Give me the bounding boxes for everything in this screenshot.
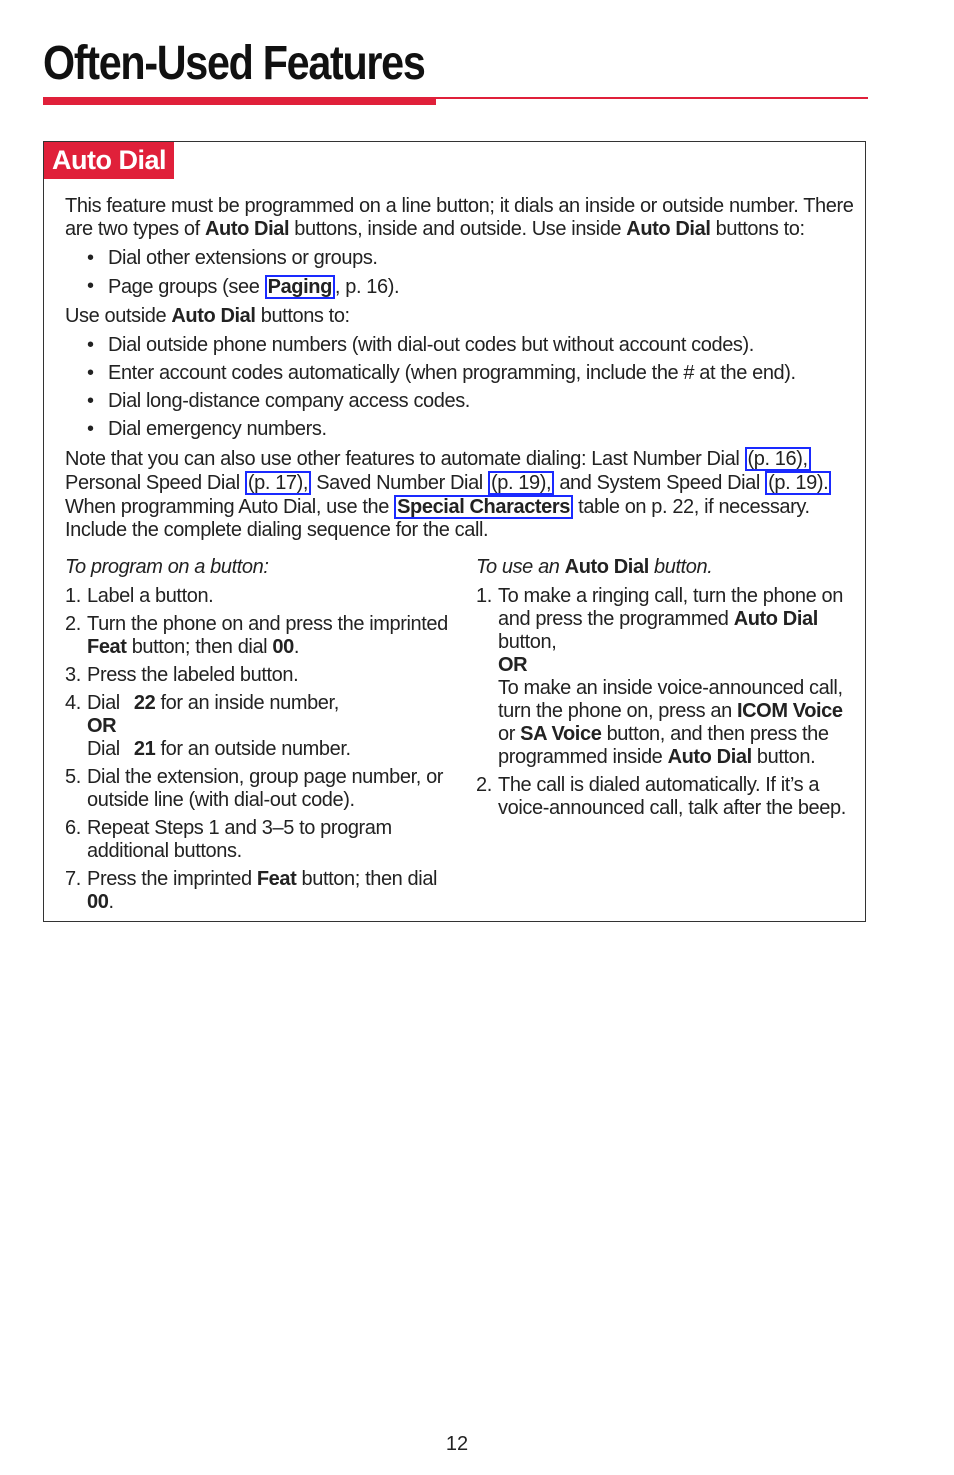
- step-text: or: [498, 723, 521, 745]
- list-item: • Dial long-distance company access codes.: [87, 390, 855, 413]
- list-item: • Dial other extensions or groups.: [87, 247, 855, 270]
- step-number: 1.: [65, 585, 81, 607]
- note-text: table on p. 22, if necessary. Include the complete dialing sequence for the call.: [65, 496, 810, 541]
- dial-code: 21: [133, 738, 156, 760]
- step-text: for an inside number,: [155, 692, 339, 714]
- auto-dial-section: [43, 141, 866, 922]
- or-label: OR: [87, 715, 117, 737]
- use-column: [476, 556, 846, 825]
- icom-voice-key: ICOM Voice: [736, 700, 843, 722]
- heading-text: button.: [648, 556, 713, 578]
- step-text: Dial: [87, 738, 120, 760]
- title-rule-line: [436, 97, 868, 99]
- step-text: Label a button.: [87, 585, 214, 607]
- intro-text: buttons to:: [710, 218, 805, 240]
- bullet-text: , p. 16).: [334, 276, 400, 298]
- or-label: OR: [498, 654, 528, 676]
- list-item: • Dial outside phone numbers (with dial-out codes but without account codes).: [87, 334, 855, 357]
- term-auto-dial: Auto Dial: [564, 556, 649, 578]
- list-item: • Enter account codes automatically (when programming, include the # at the end).: [87, 362, 855, 385]
- step-text: for an outside number.: [155, 738, 351, 760]
- section-tab-auto-dial: Auto Dial: [44, 142, 174, 179]
- note-text: Note that you can also use other features to automate dialing: Last Number Dial: [65, 448, 745, 470]
- step-number: 6.: [65, 817, 81, 839]
- step-text: .: [108, 891, 114, 913]
- list-item: [65, 766, 450, 812]
- step-text: The call is dialed automatically. If it’s a voice-announced call, talk after the beep.: [498, 774, 846, 819]
- list-item: • Dial emergency numbers.: [87, 418, 855, 441]
- step-text: button,: [498, 631, 557, 653]
- list-item: [65, 817, 450, 863]
- saved-number-dial-link[interactable]: (p. 19),: [488, 471, 554, 495]
- step-text: Repeat Steps 1 and 3–5 to program additional buttons.: [87, 817, 392, 862]
- bullet-text: Page groups (see: [108, 276, 265, 298]
- step-number: 2.: [476, 774, 492, 796]
- intro-text: Use outside: [65, 305, 172, 327]
- note-text: Personal Speed Dial: [65, 472, 245, 494]
- list-item: [65, 692, 450, 761]
- note-text: When programming Auto Dial, use the: [65, 496, 395, 518]
- page-number: 12: [445, 1433, 469, 1455]
- outside-uses-list: [65, 334, 855, 441]
- use-steps: [476, 585, 846, 820]
- step-text: Press the imprinted: [87, 868, 257, 890]
- last-number-dial-link[interactable]: (p. 16),: [745, 447, 811, 471]
- inside-uses-list: [65, 247, 855, 299]
- step-text: .: [293, 636, 300, 658]
- step-text: button.: [751, 746, 816, 768]
- outside-intro: [65, 305, 855, 328]
- intro-text: This feature must be programmed on a line button; it dials an inside or outside number. There are two types of: [65, 195, 854, 240]
- step-number: 3.: [65, 664, 81, 686]
- special-characters-link[interactable]: Special Characters: [394, 495, 573, 519]
- step-text: Dial: [87, 692, 120, 714]
- term-auto-dial: Auto Dial: [204, 218, 290, 240]
- dial-code: 00: [87, 891, 109, 913]
- step-number: 5.: [65, 766, 81, 788]
- step-text: button; then dial: [296, 868, 438, 890]
- list-item: [87, 275, 855, 299]
- paging-link[interactable]: Paging: [265, 275, 335, 299]
- list-item: [65, 664, 450, 687]
- step-number: 4.: [65, 692, 81, 714]
- step-number: 2.: [65, 613, 81, 635]
- step-text: Turn the phone on and press the imprinted: [87, 613, 448, 635]
- note-paragraph: [65, 447, 855, 542]
- step-text: To make a ringing call, turn the phone on and press the programmed: [498, 585, 843, 630]
- feat-key: Feat: [87, 636, 127, 658]
- section-intro: [65, 195, 855, 542]
- sa-voice-key: SA Voice: [520, 723, 602, 745]
- dial-code: 00: [272, 636, 294, 658]
- term-auto-dial: Auto Dial: [626, 218, 711, 240]
- program-column: [65, 556, 450, 919]
- title-rule-accent: [43, 97, 436, 105]
- use-heading: [476, 556, 846, 579]
- system-speed-dial-link[interactable]: (p. 19).: [765, 471, 831, 495]
- term-auto-dial: Auto Dial: [667, 746, 752, 768]
- note-text: and System Speed Dial: [554, 472, 766, 494]
- program-steps: [65, 585, 450, 914]
- list-item: [65, 585, 450, 608]
- list-item: [476, 585, 846, 769]
- step-number: 1.: [476, 585, 492, 607]
- list-item: [476, 774, 846, 820]
- list-item: [65, 613, 450, 659]
- page-title: Often-Used Features: [43, 37, 425, 90]
- dial-code: 22: [133, 692, 156, 714]
- intro-text: buttons, inside and outside. Use inside: [289, 218, 627, 240]
- note-text: Saved Number Dial: [311, 472, 488, 494]
- personal-speed-dial-link[interactable]: (p. 17),: [245, 471, 311, 495]
- step-text: button, and then press the programmed inside: [498, 723, 829, 768]
- step-text: Press the labeled button.: [87, 664, 299, 686]
- term-auto-dial: Auto Dial: [171, 305, 256, 327]
- heading-text: To use an: [476, 556, 565, 578]
- feat-key: Feat: [256, 868, 297, 890]
- intro-text: buttons to:: [255, 305, 350, 327]
- step-text: button; then dial: [126, 636, 273, 658]
- list-item: [65, 868, 450, 914]
- step-number: 7.: [65, 868, 81, 890]
- term-auto-dial: Auto Dial: [733, 608, 818, 630]
- intro-paragraph: [65, 195, 855, 241]
- step-text: To make an inside voice-announced call, turn the phone on, press an: [498, 677, 843, 722]
- step-text: Dial the extension, group page number, or outside line (with dial-out code).: [87, 766, 444, 811]
- program-heading: To program on a button:: [65, 556, 269, 578]
